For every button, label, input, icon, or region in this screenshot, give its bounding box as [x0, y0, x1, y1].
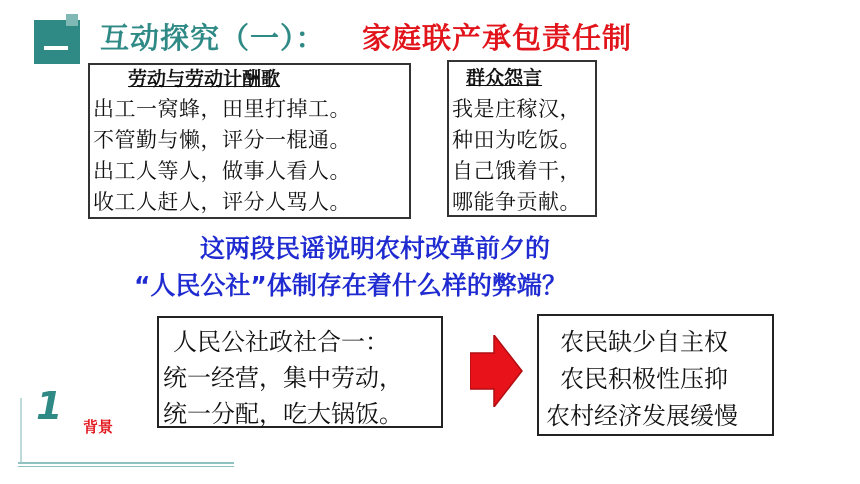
- result-line: 农民积极性压抑: [560, 365, 728, 393]
- labor-song-title: 劳动与劳动计酬歌: [128, 68, 281, 90]
- complaint-line: 种田为吃饭。: [452, 128, 581, 152]
- complaint-line: 自己饿着干，: [452, 159, 581, 183]
- section-logo-icon: [34, 20, 80, 64]
- section-label: 背景: [83, 418, 114, 436]
- labor-song-line: 不管勤与懒，评分一棍通。: [93, 128, 351, 152]
- page-subtitle: 家庭联产承包责任制: [362, 21, 633, 55]
- divider: [18, 466, 234, 467]
- divider: [20, 398, 22, 462]
- complaint-line: 哪能争贡献。: [452, 190, 581, 214]
- logo-accent-square: [66, 14, 78, 26]
- result-line: 农民缺少自主权: [560, 328, 728, 356]
- commune-line: 人民公社政社合一：: [173, 328, 389, 356]
- logo-dash: [44, 46, 68, 50]
- right-arrow-icon: [470, 335, 524, 407]
- labor-song-line: 收工人赶人，评分人骂人。: [93, 190, 351, 214]
- labor-song-line: 出工人等人，做事人看人。: [93, 159, 351, 183]
- commune-line: 统一分配，吃大锅饭。: [163, 400, 403, 428]
- commune-line: 统一经营，集中劳动，: [163, 364, 403, 392]
- labor-song-line: 出工一窝蜂，田里打掉工。: [93, 97, 351, 121]
- complaint-title: 群众怨言: [466, 67, 543, 89]
- question-line: 这两段民谣说明农村改革前夕的: [200, 234, 551, 263]
- page-title: 互动探究（一）：: [100, 21, 326, 55]
- section-number: 1: [36, 384, 63, 428]
- complaint-line: 我是庄稼汉，: [452, 97, 581, 121]
- result-line: 农村经济发展缓慢: [546, 402, 738, 430]
- divider: [18, 462, 234, 464]
- question-line: “人民公社”体制存在着什么样的弊端？: [134, 271, 567, 300]
